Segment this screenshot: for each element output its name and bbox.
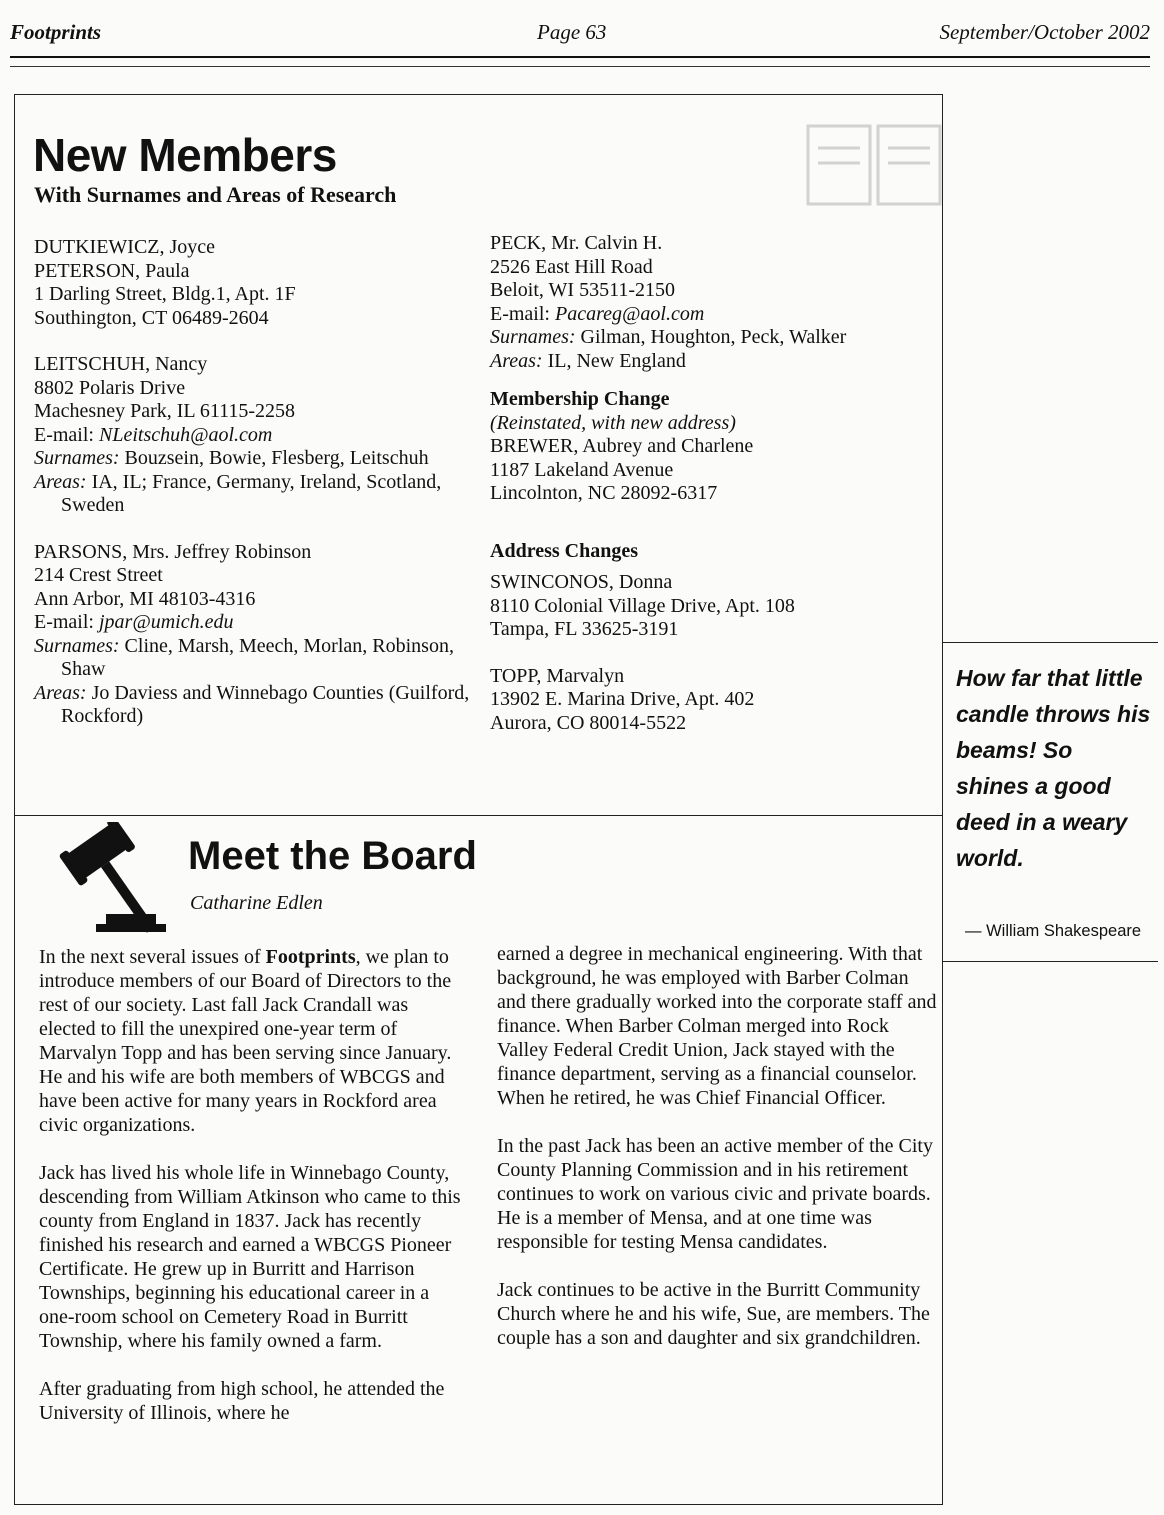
article-paragraph: Jack continues to be active in the Burritt Community Church where he and his wife, Sue, are members. The couple has a son and daughter and six grandchildren. — [497, 1279, 930, 1349]
surnames-value: Gilman, Houghton, Peck, Walker — [580, 326, 847, 348]
gavel-icon — [36, 822, 186, 937]
address-changes-section — [490, 540, 935, 736]
entry-line: 13902 E. Marina Drive, Apt. 402 — [490, 688, 755, 710]
surnames-line — [490, 326, 935, 350]
areas-value: IA, IL; France, Germany, Ireland, Scotland, Sweden — [61, 470, 442, 516]
header-rule-thin — [10, 66, 1150, 67]
entry-line: Lincolnton, NC 28092-6317 — [490, 482, 718, 504]
entry-line: BREWER, Aubrey and Charlene — [490, 435, 754, 457]
email-line — [34, 611, 484, 635]
areas-line — [490, 350, 935, 374]
entry-line: TOPP, Marvalyn — [490, 664, 625, 687]
surnames-line — [34, 635, 484, 682]
areas-label: Areas: — [34, 470, 87, 493]
header-rule — [10, 56, 1150, 58]
quote-attribution: — William Shakespeare — [965, 922, 1142, 940]
entry-line: PARSONS, Mrs. Jeffrey Robinson — [34, 540, 312, 563]
article-paragraph: In the next several issues of Footprints, we plan to introduce members of our Board of Directors to the rest of our society. Last fall Jack Crandall was elected to fill the unexpired one-year term of Marvalyn Topp and has been serving since January. He and his wife are both members of WBCGS and have been active for many years in Rockford area civic organizations. — [39, 946, 452, 1136]
entry-line: Machesney Park, IL 61115-2258 — [34, 400, 296, 422]
article-paragraph: After graduating from high school, he attended the University of Illinois, where he — [39, 1378, 445, 1424]
entry-line: SWINCONOS, Donna — [490, 571, 673, 593]
member-entry — [34, 541, 484, 729]
article-paragraph: earned a degree in mechanical engineering. With that background, he was employed with Barber Colman and there gradually worked into the corporate staff and finance. When Barber Colman merged into Rock Valley Federal Credit Union, Jack stayed with the finance department, serving as a financial counselor. When he retired, he was Chief Financial Officer. — [497, 943, 937, 1109]
email-address: NLeitschuh@aol.com — [98, 423, 273, 446]
entry-line: Southington, CT 06489-2604 — [34, 306, 269, 329]
email-label: E-mail: — [34, 611, 94, 633]
areas-value: IL, New England — [547, 349, 686, 372]
membership-change-heading: Membership Change — [490, 388, 670, 410]
board-column-left — [39, 945, 467, 1449]
entry-line: PETERSON, Paula — [34, 259, 190, 282]
entry-line: 8110 Colonial Village Drive, Apt. 108 — [490, 594, 795, 617]
surnames-label: Surnames: — [34, 447, 120, 469]
new-members-title: New Members — [33, 129, 337, 181]
membership-change-note: (Reinstated, with new address) — [490, 411, 736, 434]
surnames-label: Surnames: — [34, 634, 120, 657]
author-byline: Catharine Edlen — [190, 892, 323, 914]
email-address: jpar@umich.edu — [98, 611, 234, 633]
article-paragraph: In the past Jack has been an active member of the City County Planning Commission and in his retirement continues to work on various civic and private boards. He is a member of Mensa, and at one time was responsible for testing Mensa candidates. — [497, 1135, 933, 1253]
areas-value: Jo Daviess and Winnebago Counties (Guilford, Rockford) — [61, 681, 470, 727]
sidebar-quote: How far that little candle throws his beams! So shines a good deed in a weary world. — [956, 665, 1151, 871]
meet-board-title: Meet the Board — [188, 834, 477, 878]
address-changes-heading: Address Changes — [490, 539, 638, 562]
entry-line: Beloit, WI 53511-2150 — [490, 279, 675, 301]
entry-line: DUTKIEWICZ, Joyce — [34, 236, 216, 258]
surnames-value: Bouzsein, Bowie, Flesberg, Leitschuh — [124, 447, 429, 469]
email-label: E-mail: — [34, 423, 94, 446]
areas-label: Areas: — [490, 349, 543, 372]
areas-line — [34, 471, 484, 518]
member-entry — [490, 232, 935, 373]
member-entry — [34, 353, 484, 518]
email-label: E-mail: — [490, 302, 550, 325]
member-entry — [34, 236, 484, 330]
page-header — [10, 14, 1150, 54]
board-column-right — [497, 942, 937, 1374]
member-entry — [490, 665, 935, 736]
email-line — [490, 303, 935, 327]
email-line — [34, 424, 484, 448]
new-members-subtitle: With Surnames and Areas of Research — [34, 182, 397, 207]
surnames-label: Surnames: — [490, 326, 576, 348]
surnames-value: Cline, Marsh, Meech, Morlan, Robinson, Shaw — [61, 634, 454, 680]
surnames-line — [34, 447, 484, 471]
publication-name: Footprints — [10, 20, 102, 44]
membership-change-section — [490, 388, 935, 506]
publication-name-inline: Footprints — [265, 946, 356, 968]
entry-line: Ann Arbor, MI 48103-4316 — [34, 587, 256, 610]
entry-line: LEITSCHUH, Nancy — [34, 353, 208, 375]
entry-line: 2526 East Hill Road — [490, 255, 653, 278]
entry-line: 1187 Lakeland Avenue — [490, 458, 674, 481]
areas-line — [34, 682, 484, 729]
sidebar-rule-bottom — [943, 961, 1158, 962]
members-column-left — [34, 236, 484, 752]
member-entry — [490, 571, 935, 642]
entry-line: Tampa, FL 33625-3191 — [490, 618, 679, 640]
entry-line: PECK, Mr. Calvin H. — [490, 232, 663, 254]
issue-date: September/October 2002 — [939, 20, 1150, 44]
article-paragraph: Jack has lived his whole life in Winnebago County, descending from William Atkinson who came to this county from England in 1837. Jack has recently finished his research and earned a WBCGS Pioneer Certificate. He grew up in Burritt and Harrison Townships, beginning his educational career in a one-room school on Cemetery Road in Burritt Township, where his family owned a farm. — [39, 1162, 461, 1352]
areas-label: Areas: — [34, 681, 87, 704]
sidebar-rule-top — [943, 642, 1158, 643]
page-number: Page 63 — [537, 20, 607, 44]
members-column-right — [490, 232, 935, 758]
entry-line: 214 Crest Street — [34, 564, 163, 586]
entry-line: Aurora, CO 80014-5522 — [490, 711, 687, 734]
email-address: Pacareg@aol.com — [554, 302, 705, 325]
entry-line: 8802 Polaris Drive — [34, 376, 186, 399]
entry-line: 1 Darling Street, Bldg.1, Apt. 1F — [34, 283, 296, 305]
